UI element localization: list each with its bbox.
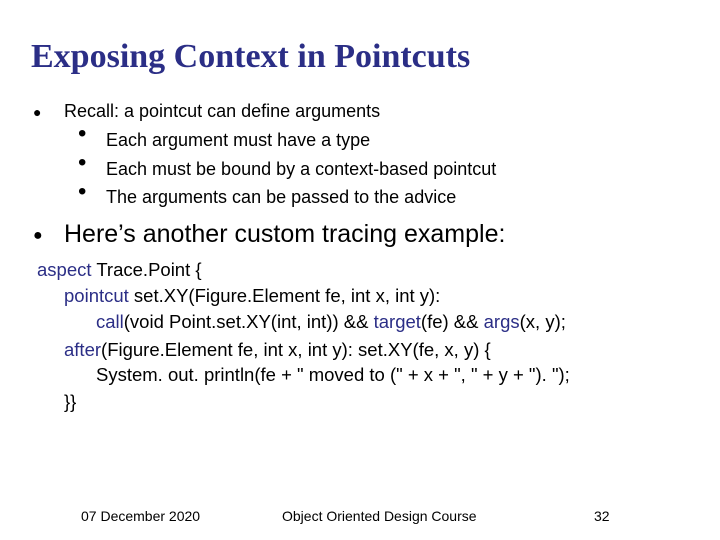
code-text: set.XY(Figure.Element fe, int x, int y): [128,285,441,306]
code-text: Trace.Point { [91,259,202,280]
sub-bullet-text-1: Each argument must have a type [106,130,371,150]
code-keyword-aspect: aspect [37,259,92,280]
bullet-text-another: Here’s another custom tracing example: [64,220,506,248]
code-line-6: }} [64,391,77,412]
bullet-marker-another: ● [33,227,43,244]
code-line-1 [37,258,202,282]
code-text: (Figure.Element fe, int x, int y): set.XY(fe, x, y) { [101,339,491,360]
bullet-marker-recall: ● [33,104,42,120]
code-text: (fe) && [420,311,484,332]
code-text: (void Point.set.XY(int, int)) && [123,311,374,332]
footer-date: 07 December 2020 [81,508,201,524]
code-line-4 [64,338,491,362]
sub-bullet-marker-1: • [78,120,87,147]
slide-title: Exposing Context in Pointcuts [31,38,471,75]
sub-bullet-marker-2: • [78,149,87,176]
code-keyword-pointcut: pointcut [64,285,129,306]
code-line-5: System. out. println(fe + " moved to (" + x + ", " + y + "). "); [96,364,570,385]
footer-course: Object Oriented Design Course [282,508,477,524]
bullet-text-recall: Recall: a pointcut can define arguments [64,101,381,121]
code-keyword-call: call [96,311,124,332]
sub-bullet-marker-3: • [78,178,87,205]
sub-bullet-text-3: The arguments can be passed to the advice [106,187,457,207]
footer-page-number: 32 [594,508,610,524]
code-line-2 [64,284,440,308]
sub-bullet-text-2: Each must be bound by a context-based pointcut [106,159,497,179]
code-keyword-target: target [373,311,421,332]
code-text: (x, y); [519,311,566,332]
code-keyword-after: after [64,339,102,360]
code-line-3 [96,310,566,334]
code-keyword-args: args [483,311,520,332]
